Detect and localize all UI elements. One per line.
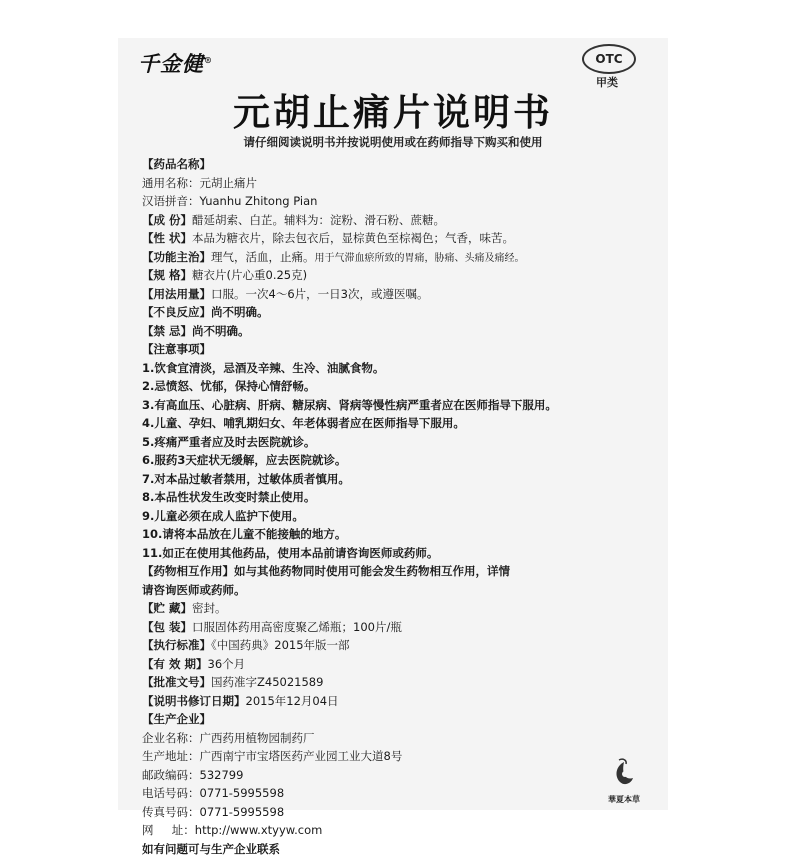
specification-row: 【规 格】糖衣片(片心重0.25克) [142,266,652,285]
validity-row: 【有 效 期】36个月 [142,655,652,674]
storage-row: 【贮 藏】密封。 [142,599,652,618]
document-title: 元胡止痛片说明书 [118,82,668,136]
dosage-row: 【用法用量】口服。一次4～6片，一日3次，或遵医嘱。 [142,285,652,304]
logo-text: 華夏本草 [604,794,644,805]
precaution-item: 1.饮食宜清淡，忌酒及辛辣、生冷、油腻食物。 [142,359,652,378]
manufacturer-header: 【生产企业】 [142,710,652,729]
precaution-item: 6.服药3天症状无缓解，应去医院就诊。 [142,451,652,470]
company-row: 企业名称：广西药用植物园制药厂 [142,729,652,748]
otc-badge: OTC [582,44,636,74]
precaution-item: 11.如正在使用其他药品，使用本品前请咨询医师或药师。 [142,544,652,563]
revision-date-row: 【说明书修订日期】2015年12月04日 [142,692,652,711]
precaution-item: 4.儿童、孕妇、哺乳期妇女、年老体弱者应在医师指导下服用。 [142,414,652,433]
footer-contact-note: 如有问题可与生产企业联系 [142,840,652,858]
ingredients-row: 【成 份】醋延胡索、白芷。辅料为：淀粉、滑石粉、蔗糖。 [142,211,652,230]
interactions-continuation: 请咨询医师或药师。 [142,581,652,600]
precaution-item: 7.对本品过敏者禁用，过敏体质者慎用。 [142,470,652,489]
pinyin-row: 汉语拼音：Yuanhu Zhitong Pian [142,192,652,211]
leaf-logo-icon [611,758,637,788]
interactions-row: 【药物相互作用】如与其他药物同时使用可能会发生药物相互作用，详情 [142,562,652,581]
drug-name-header: 【药品名称】 [142,155,652,174]
zip-row: 邮政编码：532799 [142,766,652,785]
precaution-item: 2.忌愤怒、忧郁，保持心情舒畅。 [142,377,652,396]
approval-row: 【批准文号】国药准字Z45021589 [142,673,652,692]
huaxia-bencao-logo [604,758,644,805]
precautions-header: 【注意事项】 [142,340,652,359]
adverse-reactions-row: 【不良反应】尚不明确。 [142,303,652,322]
precaution-item: 5.疼痛严重者应及时去医院就诊。 [142,433,652,452]
contraindications-row: 【禁 忌】尚不明确。 [142,322,652,341]
address-row: 生产地址：广西南宁市宝塔医药产业园工业大道8号 [142,747,652,766]
leaflet-page [118,38,668,810]
phone-row: 电话号码：0771-5995598 [142,784,652,803]
leaflet-body [142,155,652,858]
precaution-item: 3.有高血压、心脏病、肝病、糖尿病、肾病等慢性病严重者应在医师指导下服用。 [142,396,652,415]
generic-name-row: 通用名称：元胡止痛片 [142,174,652,193]
indications-row: 【功能主治】理气，活血，止痛。用于气滞血瘀所致的胃痛，胁痛、头痛及痛经。 [142,248,652,267]
website-row: 网 址：http://www.xtyyw.com [142,821,652,840]
otc-class-label: 甲类 [596,74,618,90]
standard-row: 【执行标准】《中国药典》2015年版一部 [142,636,652,655]
brand-logo: 千金健® [138,48,213,78]
fax-row: 传真号码：0771-5995598 [142,803,652,822]
precaution-item: 8.本品性状发生改变时禁止使用。 [142,488,652,507]
package-row: 【包 装】口服固体药用高密度聚乙烯瓶；100片/瓶 [142,618,652,637]
properties-row: 【性 状】本品为糖衣片，除去包衣后，显棕黄色至棕褐色；气香，味苦。 [142,229,652,248]
document-subtitle: 请仔细阅读说明书并按说明使用或在药师指导下购买和使用 [118,134,668,150]
precaution-item: 9.儿童必须在成人监护下使用。 [142,507,652,526]
precaution-item: 10.请将本品放在儿童不能接触的地方。 [142,525,652,544]
